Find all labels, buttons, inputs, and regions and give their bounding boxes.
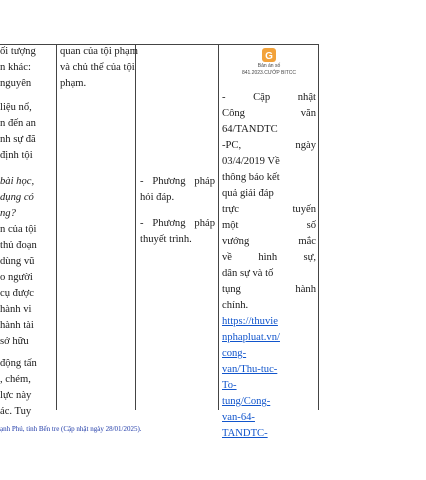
col1-line: thủ đoạn: [0, 240, 37, 251]
badge-label: Bản án số: [257, 63, 281, 69]
resource-line: tụng hành: [222, 284, 316, 295]
resource-link[interactable]: cong-: [222, 348, 247, 359]
col1-line: bài học,: [0, 176, 35, 187]
col1-line: dùng vũ: [0, 256, 35, 267]
col1-line: ối tượng: [0, 46, 36, 57]
resource-line: dân sự và tố: [222, 268, 274, 279]
resource-line: 03/4/2019 Về: [222, 156, 280, 167]
col1-line: nguyên: [0, 78, 32, 89]
col1-line: n đến an: [0, 118, 36, 129]
col1-line: nh sự đã: [0, 134, 36, 145]
col1-line: o người: [0, 272, 33, 283]
col1-line: hành tài: [0, 320, 34, 331]
col1-line: ác. Tuy: [0, 406, 32, 417]
col1-line: liệu nổ,: [0, 102, 32, 113]
document-logo-icon: [261, 47, 277, 63]
resource-link[interactable]: TANDTC-: [222, 428, 268, 439]
col1-line: động tấn: [0, 358, 37, 369]
col1-line: n của tội: [0, 224, 37, 235]
resource-line: một số: [222, 220, 316, 231]
method-line: - Phương pháp: [140, 218, 215, 229]
col1-line: n khác:: [0, 62, 31, 73]
column-divider-2: [135, 44, 136, 410]
col2-line: và chủ thể của tội: [60, 62, 135, 73]
col1-line: định tội: [0, 150, 33, 161]
column-divider-4: [318, 44, 319, 410]
resource-line: thông báo kết: [222, 172, 280, 183]
resource-line: chính.: [222, 300, 249, 311]
resource-line: - Cập nhật: [222, 92, 316, 103]
resource-link[interactable]: tung/Cong-: [222, 396, 271, 407]
method-line: hỏi đáp.: [140, 192, 175, 203]
resource-link[interactable]: https://thuvie: [222, 316, 278, 327]
method-line: - Phương pháp: [140, 176, 215, 187]
resource-line: 64/TANDTC: [222, 124, 278, 135]
resource-line: vướng mắc: [222, 236, 316, 247]
col2-line: phạm.: [60, 78, 87, 89]
method-line: thuyết trình.: [140, 234, 192, 245]
resource-line: -PC, ngày: [222, 140, 316, 151]
svg-text:G: G: [265, 51, 273, 62]
column-divider-1: [56, 44, 57, 410]
col2-line: quan của tội phạm: [60, 46, 138, 57]
document-badge: [222, 44, 316, 77]
resource-line: Công văn: [222, 108, 316, 119]
resource-link[interactable]: To-: [222, 380, 237, 391]
col1-line: sở hữu: [0, 336, 29, 347]
page-footer: ạnh Phú, tỉnh Bến tre (Cập nhật ngày 28/01/2025).: [0, 425, 142, 433]
col1-line: ng?: [0, 208, 16, 219]
col1-line: dụng có: [0, 192, 34, 203]
badge-sublabel: 841.2023.CƯỚP BITCC: [241, 70, 297, 76]
col1-line: hành vi: [0, 304, 32, 315]
col1-line: , chém,: [0, 374, 31, 385]
resource-link[interactable]: van-64-: [222, 412, 255, 423]
resource-link[interactable]: nphapluat.vn/: [222, 332, 280, 343]
resource-line: về hình sự,: [222, 252, 316, 263]
resource-line: trực tuyến: [222, 204, 316, 215]
resource-line: quả giải đáp: [222, 188, 274, 199]
col1-line: cụ được: [0, 288, 34, 299]
resource-link[interactable]: van/Thu-tuc-: [222, 364, 278, 375]
col1-line: lực này: [0, 390, 32, 401]
column-divider-3: [218, 44, 219, 410]
